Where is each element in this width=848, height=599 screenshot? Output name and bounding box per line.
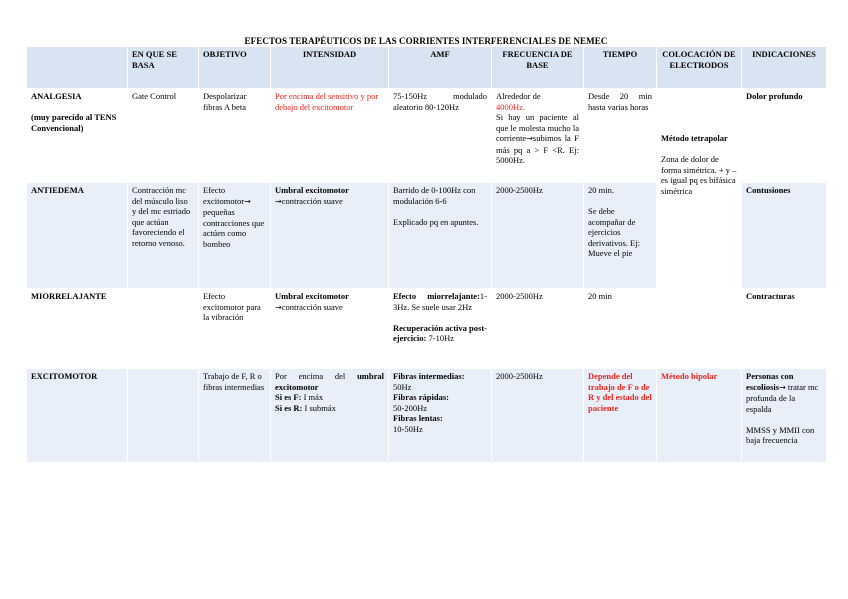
header-colocacion: COLOCACIÓN DE ELECTRODOS <box>657 47 742 89</box>
row-name: ANALGESIA <box>31 91 82 101</box>
effects-table <box>26 46 827 463</box>
amf-text: 7-10Hz <box>428 333 454 343</box>
cell-base-empty <box>128 289 199 369</box>
indicaciones-bold: Personas con escoliosis <box>746 371 794 392</box>
intensidad-text: contracción suave <box>281 301 343 312</box>
cell-intensidad <box>271 289 389 369</box>
row-excitomotor <box>27 369 827 463</box>
amf-bold: Efecto miorrelajante: <box>393 291 480 301</box>
row-label-analgesia <box>27 89 128 183</box>
indicaciones-text: MMSS y MMII con baja frecuencia <box>746 424 815 445</box>
cell-indicaciones: Contracturas <box>742 289 827 369</box>
intensidad-bold: Si es F: <box>275 392 302 402</box>
cell-base: Gate Control <box>128 89 199 183</box>
arrow-icon: → <box>526 134 533 143</box>
cell-objetivo: Despolarizar fibras A beta <box>199 89 271 183</box>
amf-text: 1-3Hz. Se suele usar 2Hz <box>393 291 487 312</box>
cell-indicaciones <box>742 369 827 463</box>
document-title: EFECTOS TERAPÉUTICOS DE LAS CORRIENTES INTERFERENCIALES DE NEMEC <box>244 36 608 46</box>
intensidad-text: I submáx <box>302 402 336 413</box>
row-label-excitomotor: EXCITOMOTOR <box>27 369 128 463</box>
cell-electrodos-empty <box>657 289 742 369</box>
frec-text: Si hay un paciente al que le molesta mucho la corriente <box>496 112 579 143</box>
amf-bold: Fibras rápidas: <box>393 392 449 402</box>
tiempo-text: Se debe acompañar de ejercicios derivativos. Ej: Mueve el pie <box>588 206 640 258</box>
header-tiempo: TIEMPO <box>584 47 657 89</box>
intensidad-bold: Si es R: <box>275 402 303 413</box>
cell-base-empty <box>128 369 199 463</box>
header-base: EN QUE SE BASA <box>128 47 199 89</box>
cell-objetivo: Efecto excitomotor para la vibración <box>199 289 271 369</box>
header-indicaciones: INDICACIONES <box>742 47 827 89</box>
frec-text: Alrededor de <box>496 91 541 101</box>
cell-base: Contracción mc del músculo liso y del mc estriado que actúan favoreciendo el retorno venoso. <box>128 183 199 289</box>
row-label-miorrelajante: MIORRELAJANTE <box>27 289 128 369</box>
amf-text: Explicado pq en apuntes. <box>393 216 479 227</box>
intensidad-bold: Umbral excitomotor <box>275 291 349 301</box>
cell-indicaciones: Contusiones <box>742 183 827 289</box>
cell-amf <box>389 183 492 289</box>
amf-text: 10-50Hz <box>393 423 423 434</box>
header-amf: AMF <box>389 47 492 89</box>
intensidad-text: Por encima del <box>275 371 346 381</box>
electrodos-text: Zona de dolor de forma simétrica. + y – es igual pq es bifásica simétrica <box>661 154 737 196</box>
header-objetivo: OBJETIVO <box>199 47 271 89</box>
cell-amf <box>389 369 492 463</box>
cell-objetivo: Trabajo de F, R o fibras intermedias <box>199 369 271 463</box>
row-miorrelajante <box>27 289 827 369</box>
cell-electrodos-bipolar: Método bipolar <box>657 369 742 463</box>
cell-indicaciones: Dolor profundo <box>742 89 827 183</box>
amf-bold: Recuperación activa post-ejercicio: <box>393 322 487 343</box>
cell-intensidad <box>271 369 389 463</box>
cell-intensidad <box>271 183 389 289</box>
header-empty <box>27 47 128 89</box>
header-row <box>27 47 827 89</box>
row-analgesia <box>27 89 827 183</box>
electrodos-title: Método tetrapolar <box>661 133 728 143</box>
intensidad-bold: umbral excitomotor <box>275 371 384 392</box>
intensidad-text: I máx <box>301 392 324 402</box>
cell-frecuencia: 2000-2500Hz <box>492 183 584 289</box>
arrow-icon: → <box>275 196 282 206</box>
amf-text: Barrido de 0-100Hz con modulación 6-6 <box>393 185 476 206</box>
amf-text: 50Hz <box>393 381 412 392</box>
frec-text: subimos la F más pq a > F <R. Ej: 5000Hz. <box>496 133 579 165</box>
cell-amf <box>389 289 492 369</box>
intensidad-bold: Umbral excitomotor <box>275 185 349 195</box>
cell-tiempo <box>584 183 657 289</box>
cell-frecuencia: 2000-2500Hz <box>492 289 584 369</box>
amf-text: 50-200Hz <box>393 402 427 413</box>
frec-value: 4000Hz. <box>496 101 526 112</box>
arrow-icon: → <box>779 382 786 392</box>
cell-frecuencia <box>492 89 584 183</box>
arrow-icon: → <box>275 302 282 312</box>
intensidad-text: contracción suave <box>281 195 343 206</box>
cell-amf: 75-150Hz modulado aleatorio 80-120Hz <box>389 89 492 183</box>
header-intensidad: INTENSIDAD <box>271 47 389 89</box>
indicaciones-text: tratar mc profunda de la espalda <box>746 381 819 414</box>
objetivo-text: Efecto excitomotor <box>203 185 245 206</box>
arrow-icon: → <box>244 196 251 206</box>
cell-tiempo: Depende del trabajo de F o de R y del estado del paciente <box>584 369 657 463</box>
row-subtitle: (muy parecido al TENS Convencional) <box>31 112 117 133</box>
cell-frecuencia: 2000-2500Hz <box>492 369 584 463</box>
cell-intensidad: Por encima del sensitivo y por debajo del excitomotor <box>271 89 389 183</box>
cell-tiempo: 20 min <box>584 289 657 369</box>
row-label-antiedema: ANTIEDEMA <box>27 183 128 289</box>
cell-electrodos-tetrapolar <box>657 89 742 289</box>
objetivo-text: pequeñas contracciones que actúen como bombeo <box>203 207 265 249</box>
tiempo-text: 20 min. <box>588 185 614 195</box>
cell-tiempo: Desde 20 min hasta varias horas <box>584 89 657 183</box>
cell-objetivo <box>199 183 271 289</box>
amf-bold: Fibras intermedias: <box>393 371 465 381</box>
amf-bold: Fibras lentas: <box>393 413 443 423</box>
header-frecuencia: FRECUENCIA DE BASE <box>492 47 584 89</box>
